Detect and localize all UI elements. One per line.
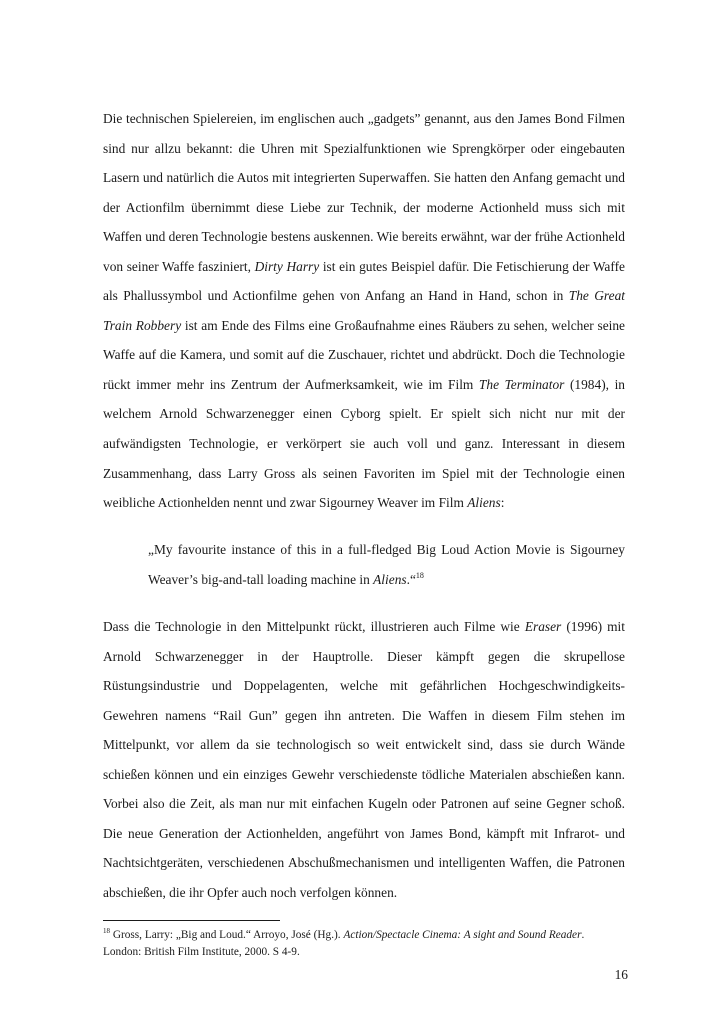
italic-title: The Terminator (478, 376, 565, 392)
text-run: Gross, Larry: „Big and Loud.“ Arroyo, José (Hg.). (110, 929, 344, 941)
footnote-marker: 18 (415, 570, 424, 580)
text-run: . London: British Film Institute, 2000. S 4-9. (103, 929, 585, 958)
text-run: Dass die Technologie in den Mittelpunkt rückt, illustrieren auch Filme wie (103, 619, 525, 634)
italic-title: Eraser (524, 619, 562, 634)
block-quote (148, 535, 625, 594)
text-run: (1984), in welchem Arnold Schwarzenegger einen Cyborg spielt. Er spielt sich nicht nur mit der aufwändigsten Technologie, er verkörpert sie auch voll und ganz. Interessant in diesem Zusammenhang, dass Larry Gross als seinen Favoriten im Spiel mit der Technologie einen weibliche Actionhelden nennt und zwar Sigourney Weaver im Film (103, 376, 625, 511)
text-run: Die technischen Spielereien, im englischen auch „gadgets” genannt, aus den James Bond Filmen sind nur allzu bekannt: die Uhren mit Spezialfunktionen wie Sprengkörper oder eingebauten Lasern und natürlich die Autos mit integrierten Superwaffen. Sie hatten den Anfang gemacht und der Actionfilm übernimmt diese Liebe zur Technik, der moderne Actionheld muss sich mit Waffen und deren Technologie bestens auskennen. Wie bereits erwähnt, war der frühe Actionheld von seiner Waffe fasziniert, (103, 111, 625, 274)
text-run: ist ein gutes Beispiel dafür. Die Fetischierung der Waffe als Phallussymbol und Actionfilme gehen von Anfang an Hand in Hand, schon in (103, 258, 625, 304)
italic-title: Aliens (373, 571, 407, 587)
page-number: 16 (614, 967, 628, 982)
body-paragraph-1 (103, 104, 625, 518)
italic-title: Aliens (467, 495, 501, 511)
text-run: : (500, 495, 505, 511)
text-run: (1996) mit Arnold Schwarzenegger in der Hauptrolle. Dieser kämpft gegen die skrupellose Rüstungsindustrie und Doppelagenten, welche mit gefährlichen Hochgeschwindigkeits-Gewehren namens “Rail Gun” gegen ihn antreten. Die Waffen in diesem Film stehen im Mittelpunkt, vor allem da sie technologisch so weit entwickelt sind, dass sie durch Wände schießen können und ein einziges Gewehr verschiedenste tödliche Materialen abschießen kann. Vorbei also die Zeit, als man nur mit einfachen Kugeln oder Patronen auf seine Gegner schoß. Die neue Generation der Actionhelden, angeführt von James Bond, kämpft mit Infrarot- und Nachtsichtgeräten, verschiedenen Abschußmechanismen und intelligenten Waffen, die Patronen abschießen, die ihr Opfer auch noch verfolgen können. (103, 619, 625, 900)
footnote-separator (103, 920, 280, 921)
italic-title: Dirty Harry (254, 258, 320, 274)
body-paragraph-2 (103, 612, 625, 907)
text-run: „My favourite instance of this in a full-fledged Big Loud Action Movie is Sigourney Weaver’s big-and-tall loading machine in (148, 542, 625, 587)
footnote-marker: 18 (103, 927, 110, 935)
text-run: ist am Ende des Films eine Großaufnahme eines Räubers zu sehen, welcher seine Waffe auf die Kamera, und somit auf die Zuschauer, richtet und abdrückt. Doch die Technologie rückt immer mehr ins Zentrum der Aufmerksamkeit, wie im Film (103, 317, 625, 392)
italic-title: The Great Train Robbery (103, 288, 625, 333)
italic-title: Action/Spectacle Cinema: A sight and Sound Reader (343, 929, 582, 941)
text-run: .“ (406, 571, 416, 587)
footnote-18 (103, 927, 625, 961)
